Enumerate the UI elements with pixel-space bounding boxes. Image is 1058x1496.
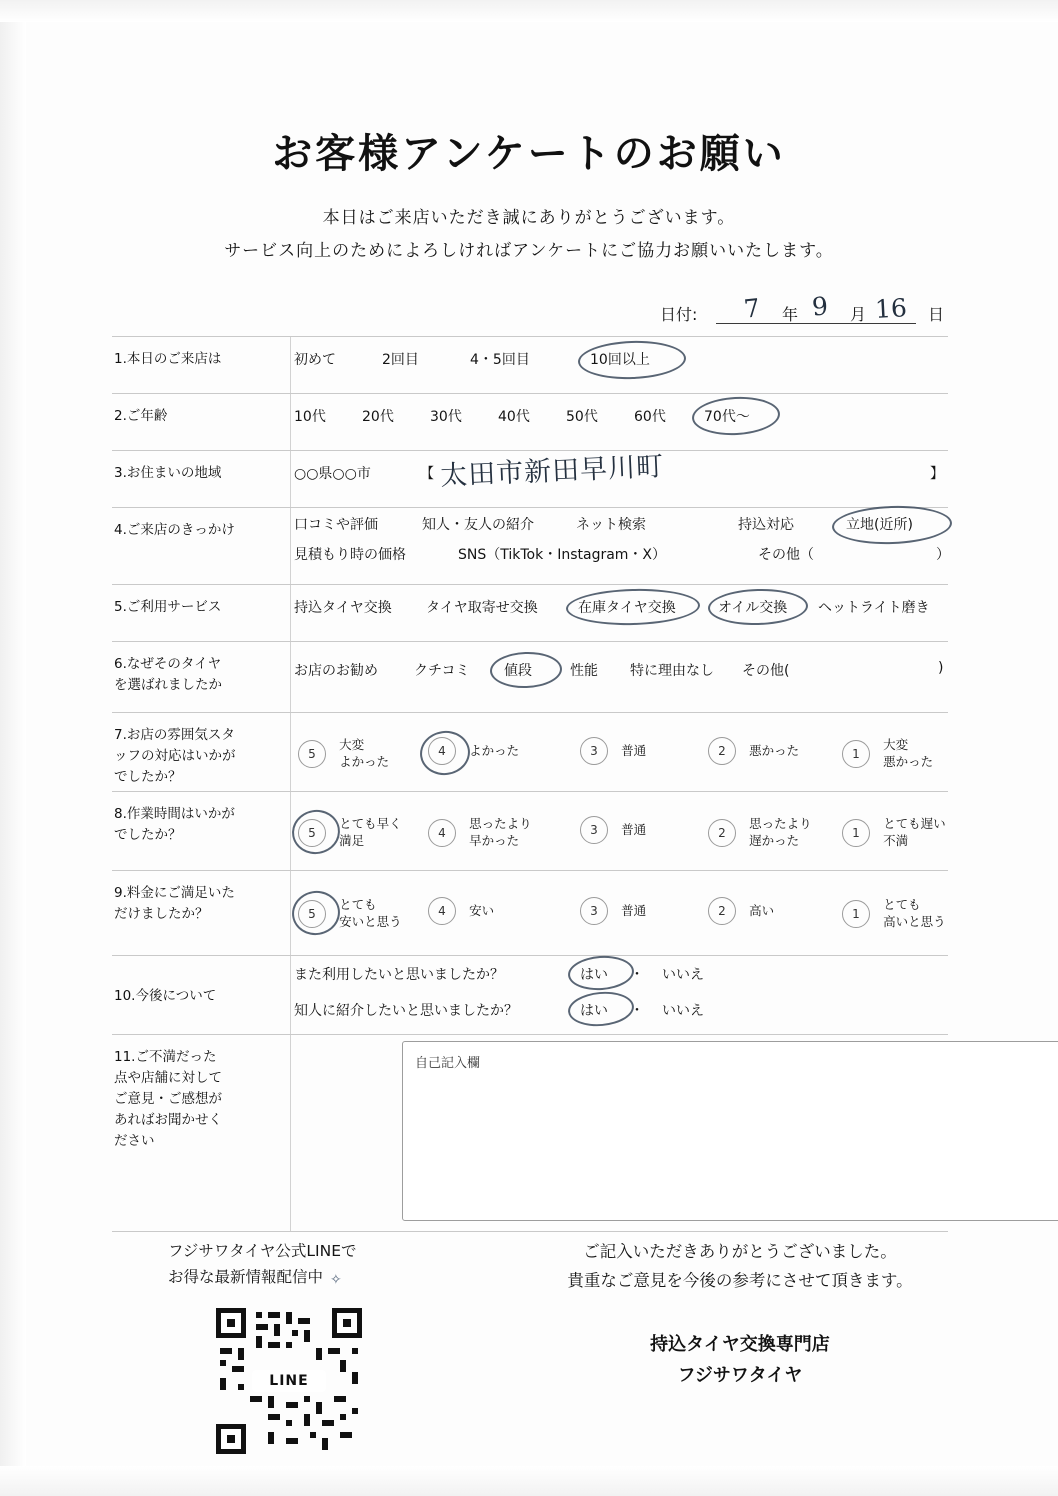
question-row-3	[112, 450, 948, 507]
q9-scale-2-line1: 高い	[749, 902, 775, 918]
question-6-label-line2: を選ばれましたか	[114, 676, 222, 693]
q7-scale-5-number: 5	[298, 740, 326, 768]
q9-scale-4[interactable]	[428, 897, 494, 925]
q1-option-3[interactable]: 10回以上	[590, 352, 650, 368]
intro-line-1: 本日はご来店いただき誠にありがとうございます。	[322, 208, 736, 228]
question-4-options[interactable]	[290, 508, 948, 574]
qr-finder-top-right	[332, 1308, 362, 1338]
q8-scale-1-number: 1	[842, 819, 870, 847]
q8-scale-5-text	[339, 816, 402, 850]
q9-scale-5-line1: とても	[339, 897, 377, 912]
q7-scale-4-line1: よかった	[469, 742, 520, 758]
question-row-8	[112, 791, 948, 870]
date-field[interactable]	[660, 291, 970, 330]
q7-scale-1-line1: 大変	[883, 737, 909, 752]
date-day-handwritten: 16	[874, 293, 908, 324]
q8-scale-3[interactable]	[580, 816, 646, 844]
page-title: お客様アンケートのお願い	[272, 131, 786, 177]
qr-finder-top-left	[216, 1308, 246, 1338]
question-4-label: 4.ご来店のきっかけ	[114, 522, 235, 538]
q4-option-r1-0[interactable]: 口コミや評価	[294, 517, 378, 533]
q5-option-4[interactable]: ヘットライト磨き	[818, 600, 930, 616]
q7-scale-3-number: 3	[580, 737, 608, 765]
q10-yes-2[interactable]: はい	[580, 1003, 608, 1019]
q9-scale-4-line1: 安い	[469, 902, 495, 918]
q8-scale-2-line2: 遅かった	[749, 832, 800, 848]
q1-option-0[interactable]: 初めて	[294, 352, 336, 368]
q5-option-0[interactable]: 持込タイヤ交換	[294, 600, 392, 616]
shop-line-1: 持込タイヤ交換専門店	[650, 1334, 830, 1355]
question-row-6	[112, 641, 948, 712]
line-promo-line-1: フジサワタイヤ公式LINEで	[168, 1242, 357, 1260]
q4-option-r1-3[interactable]: 持込対応	[738, 517, 794, 533]
q4-option-r2-1[interactable]: SNS（TikTok・Instagram・X）	[458, 547, 667, 563]
q8-scale-5-number: 5	[298, 819, 326, 847]
q6-option-3[interactable]: 性能	[570, 663, 598, 679]
question-11-label-line4: あればお聞かせく	[114, 1111, 222, 1128]
q7-scale-1-line2: 悪かった	[883, 753, 934, 769]
line-promo-line-2: お得な最新情報配信中	[168, 1268, 324, 1287]
question-7-label-line2: ッフの対応はいかが	[114, 747, 236, 764]
question-11-label-line1: 11.ご不満だった	[114, 1049, 217, 1065]
q5-selection-circle-b	[708, 588, 809, 627]
q6-option-4[interactable]: 特に理由なし	[630, 663, 714, 679]
question-11-label	[112, 1035, 282, 1152]
sparkle-icon: ✧	[330, 1272, 342, 1288]
shop-signature	[520, 1330, 960, 1391]
q10-no-2[interactable]: いいえ	[662, 1003, 704, 1019]
question-9-label-line2: だけましたか？	[114, 905, 209, 922]
q10-yes-1[interactable]: はい	[580, 967, 608, 983]
question-7-label-line3: でしたか？	[114, 768, 182, 785]
question-5-label: 5.ご利用サービス	[114, 599, 222, 615]
q1-option-2[interactable]: 4・5回目	[470, 352, 530, 368]
q8-scale-5-line2: 満足	[339, 832, 365, 848]
date-year-kanji: 年	[782, 305, 799, 324]
question-3-label: 3.お住まいの地域	[114, 465, 222, 481]
question-7-scale[interactable]	[290, 713, 948, 791]
q7-scale-2-line1: 悪かった	[749, 742, 800, 758]
q1-selection-circle	[577, 339, 686, 381]
q9-scale-4-number: 4	[428, 897, 456, 925]
q7-selection-circle	[417, 728, 473, 779]
q7-scale-5-line2: よかった	[339, 753, 390, 769]
q2-option-2[interactable]: 30代	[430, 409, 462, 425]
q3-handwritten-answer: 太田市新田早川町	[439, 451, 665, 492]
question-7-label-line1: 7.お店の雰囲気スタ	[114, 727, 235, 743]
q8-scale-5-line1: とても早く	[339, 816, 402, 831]
question-row-10	[112, 955, 948, 1034]
q10-no-1[interactable]: いいえ	[662, 967, 704, 983]
q8-scale-2-number: 2	[708, 819, 736, 847]
q2-option-3[interactable]: 40代	[498, 409, 530, 425]
question-10-answers[interactable]	[290, 956, 948, 1022]
q8-scale-4-text	[469, 816, 532, 850]
q5-option-3[interactable]: オイル交換	[718, 600, 788, 616]
q10-selection-circle-1	[567, 954, 635, 993]
date-year-handwritten: 7	[742, 293, 762, 324]
q9-scale-2-number: 2	[708, 897, 736, 925]
q10-sub-question-1: また利用したいと思いましたか？	[294, 967, 504, 983]
date-label: 日付:	[660, 305, 698, 324]
free-comment-placeholder: 自己記入欄	[415, 1056, 481, 1071]
q4-option-r1-2[interactable]: ネット検索	[576, 517, 646, 533]
question-row-9	[112, 870, 948, 955]
line-promo-text	[168, 1238, 357, 1291]
q5-option-1[interactable]: タイヤ取寄せ交換	[426, 600, 538, 616]
question-10-label: 10.今後について	[114, 988, 217, 1004]
q8-scale-4[interactable]	[428, 816, 532, 850]
question-9-label-line1: 9.料金にご満足いた	[114, 885, 235, 901]
q6-option-1[interactable]: クチコミ	[414, 663, 470, 679]
q10-selection-circle-2	[567, 989, 636, 1029]
q9-scale-3[interactable]	[580, 897, 646, 925]
question-9-scale[interactable]	[290, 871, 948, 949]
q10-separator-1: ・	[630, 967, 644, 983]
q8-scale-1-line2: 不満	[883, 832, 909, 848]
q2-option-5[interactable]: 60代	[634, 409, 666, 425]
q4-option-r1-1[interactable]: 知人・友人の紹介	[422, 517, 534, 533]
q4-option-r2-3: ）	[936, 547, 950, 563]
q4-selection-circle	[831, 504, 952, 546]
q8-scale-2-line1: 思ったより	[749, 816, 812, 831]
question-11-label-line5: ださい	[114, 1132, 155, 1149]
question-8-label	[112, 792, 282, 846]
q2-option-1[interactable]: 20代	[362, 409, 394, 425]
q7-scale-5[interactable]	[298, 737, 389, 771]
q6-selection-circle	[489, 651, 562, 689]
question-11-body	[290, 1035, 948, 1247]
q8-scale-4-line1: 思ったより	[469, 816, 532, 831]
q7-scale-2[interactable]	[708, 737, 799, 765]
q10-sub-question-2: 知人に紹介したいと思いましたか？	[294, 1003, 518, 1019]
q9-scale-2[interactable]	[708, 897, 774, 925]
date-month-kanji: 月	[850, 305, 867, 324]
line-qr-code[interactable]	[216, 1308, 362, 1454]
q6-option-6: )	[938, 660, 944, 676]
thanks-line-1: ご記入いただきありがとうございました。	[583, 1242, 897, 1261]
question-7-label	[112, 713, 282, 788]
q4-option-r2-2[interactable]: その他（	[758, 547, 814, 563]
scan-edge-bottom	[0, 1466, 1058, 1496]
q9-scale-1[interactable]	[842, 897, 946, 931]
question-11-label-line3: ご意見・ご感想が	[114, 1090, 222, 1107]
q8-scale-4-number: 4	[428, 819, 456, 847]
q4-option-r2-0[interactable]: 見積もり時の価格	[294, 547, 406, 563]
q4-option-r1-4[interactable]: 立地(近所)	[846, 517, 913, 533]
q5-selection-circle-a	[566, 587, 701, 626]
q7-scale-4-number: 4	[428, 737, 456, 765]
q7-scale-3-line1: 普通	[621, 742, 647, 758]
question-row-7	[112, 712, 948, 791]
q8-scale-1[interactable]	[842, 816, 946, 850]
question-6-options[interactable]	[290, 642, 948, 708]
q5-option-2[interactable]: 在庫タイヤ交換	[578, 600, 676, 616]
q7-scale-1[interactable]	[842, 737, 933, 771]
q7-scale-5-line1: 大変	[339, 737, 365, 752]
question-8-label-line2: でしたか？	[114, 826, 182, 843]
q8-scale-4-line2: 早かった	[469, 832, 520, 848]
question-row-11	[112, 1034, 948, 1232]
q9-scale-5-line2: 安いと思う	[339, 913, 402, 929]
question-8-scale[interactable]	[290, 792, 948, 870]
q9-scale-5-text	[339, 897, 402, 931]
question-1-label: 1.本日のご来店は	[114, 351, 222, 367]
q7-scale-2-number: 2	[708, 737, 736, 765]
q6-option-5[interactable]: その他(	[742, 663, 790, 679]
question-row-4	[112, 507, 948, 584]
q9-selection-circle	[289, 887, 344, 939]
qr-finder-bottom-left	[216, 1424, 246, 1454]
date-month-handwritten: 9	[811, 291, 829, 322]
intro-line-2: サービス向上のためによろしければアンケートにご協力お願いいたします。	[224, 241, 834, 261]
q8-scale-2[interactable]	[708, 816, 812, 850]
q7-scale-1-text	[883, 737, 933, 771]
q3-bracket-open: 【	[420, 466, 434, 482]
q8-scale-2-text	[749, 816, 812, 850]
q2-option-0[interactable]: 10代	[294, 409, 326, 425]
q3-bracket-close: 】	[930, 466, 944, 482]
question-row-5	[112, 584, 948, 641]
q6-option-2[interactable]: 値段	[504, 663, 532, 679]
q9-scale-1-number: 1	[842, 900, 870, 928]
question-row-1	[112, 336, 948, 393]
q8-scale-3-line1: 普通	[621, 821, 647, 837]
q8-scale-3-number: 3	[580, 816, 608, 844]
question-11-label-line2: 点や店舗に対して	[114, 1069, 222, 1086]
q8-scale-1-line1: とても遅い	[883, 816, 946, 831]
q2-selection-circle	[691, 395, 781, 438]
q1-option-1[interactable]: 2回目	[382, 352, 419, 368]
question-6-label	[112, 642, 282, 696]
q9-scale-3-line1: 普通	[621, 902, 647, 918]
q10-separator-2: ・	[630, 1003, 644, 1019]
q9-scale-1-text	[883, 897, 946, 931]
q9-scale-1-line1: とても	[883, 897, 921, 912]
survey-table	[112, 336, 948, 1232]
free-comment-box[interactable]	[402, 1041, 1058, 1221]
question-8-label-line1: 8.作業時間はいかが	[114, 806, 235, 822]
q9-scale-3-number: 3	[580, 897, 608, 925]
shop-line-2: フジサワタイヤ	[677, 1364, 803, 1386]
scan-edge-top	[0, 0, 1058, 22]
q6-option-0[interactable]: お店のお勧め	[294, 663, 378, 679]
q7-scale-1-number: 1	[842, 740, 870, 768]
q2-option-6[interactable]: 70代〜	[704, 409, 750, 425]
q9-scale-5-number: 5	[298, 900, 326, 928]
question-9-label	[112, 871, 282, 925]
thanks-text	[520, 1238, 960, 1296]
q7-scale-3[interactable]	[580, 737, 646, 765]
q7-scale-5-text	[339, 737, 389, 771]
question-row-2	[112, 393, 948, 450]
question-2-label: 2.ご年齢	[114, 408, 168, 424]
date-day-kanji: 日	[928, 305, 945, 324]
qr-line-label: LINE	[252, 1370, 326, 1392]
q3-prefix: ○○県○○市	[294, 466, 371, 482]
thanks-line-2: 貴重なご意見を今後の参考にさせて頂きます。	[567, 1270, 913, 1290]
q8-selection-circle	[289, 806, 344, 858]
question-6-label-line1: 6.なぜそのタイヤ	[114, 656, 222, 672]
q8-scale-1-text	[883, 816, 946, 850]
q9-scale-1-line2: 高いと思う	[883, 913, 946, 929]
q2-option-4[interactable]: 50代	[566, 409, 598, 425]
